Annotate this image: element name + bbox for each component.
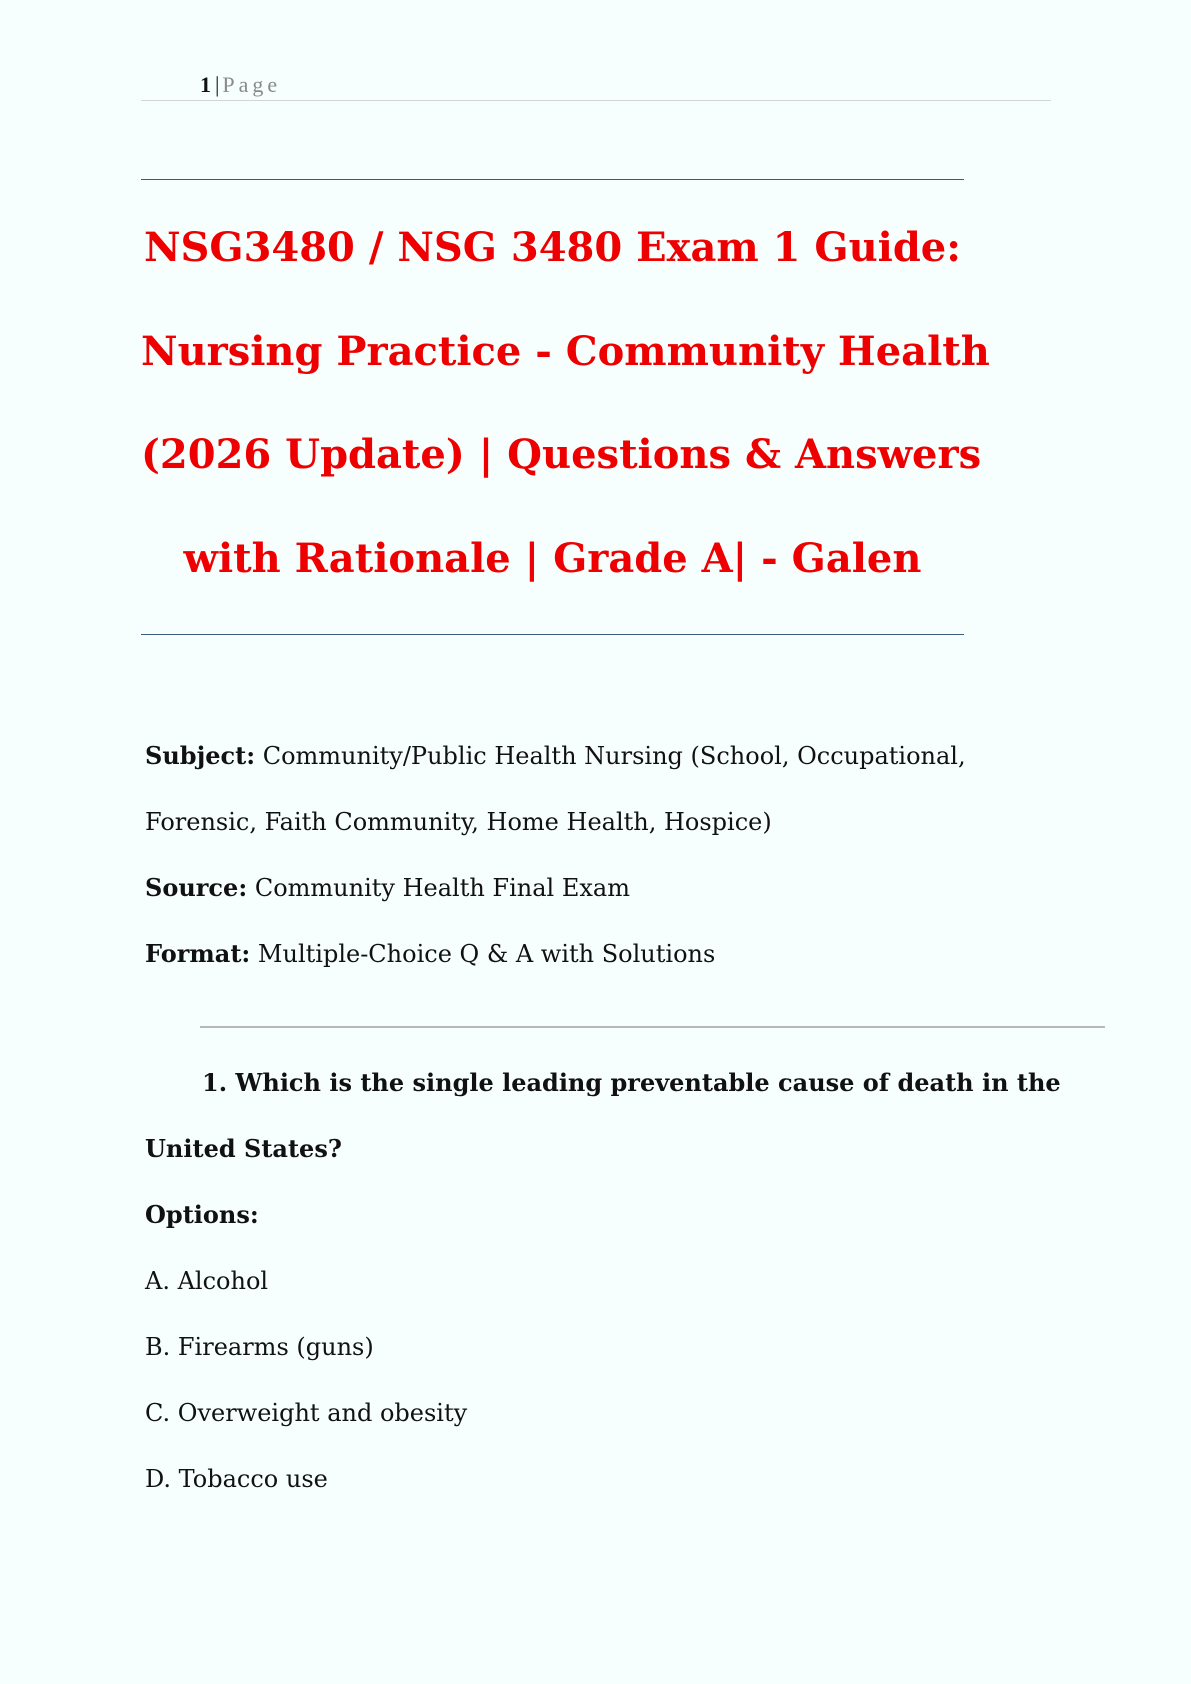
header-divider: [141, 100, 1051, 101]
option-c: C. Overweight and obesity: [145, 1399, 468, 1427]
format-row: [145, 921, 1045, 987]
document-metadata: [145, 723, 1045, 987]
format-label: Format:: [145, 939, 251, 968]
subject-label: Subject:: [145, 741, 256, 770]
options-label: Options:: [145, 1200, 259, 1229]
title-line: Nursing Practice - Community Health: [141, 327, 990, 375]
source-row: [145, 855, 1045, 921]
page-number: 1: [200, 72, 211, 97]
source-label: Source:: [145, 873, 248, 902]
question-divider: [200, 1026, 1105, 1028]
page-word: Page: [222, 72, 282, 97]
title-top-rule: [141, 179, 964, 180]
source-value: Community Health Final Exam: [254, 874, 630, 902]
subject-value-line2: Forensic, Faith Community, Home Health, Hospice): [145, 808, 772, 836]
subject-value-line1: Community/Public Health Nursing (School, Occupational,: [262, 742, 966, 770]
question-text-line2: United States?: [145, 1134, 342, 1163]
subject-row: [145, 723, 1045, 789]
document-title: [141, 196, 990, 610]
question-block: [145, 1050, 1061, 1512]
option-d: D. Tobacco use: [145, 1465, 328, 1493]
format-value: Multiple-Choice Q & A with Solutions: [257, 940, 716, 968]
title-line: NSG3480 / NSG 3480 Exam 1 Guide:: [143, 224, 962, 271]
title-line: (2026 Update) | Questions & Answers: [141, 431, 982, 478]
title-bottom-rule: [141, 634, 964, 635]
option-b: B. Firearms (guns): [145, 1333, 374, 1361]
question-text-line1: 1. Which is the single leading preventable cause of death in the: [202, 1068, 1061, 1097]
option-a: A. Alcohol: [145, 1267, 269, 1295]
page-header: [200, 72, 281, 98]
page-separator: |: [215, 72, 220, 97]
title-line: with Rationale | Grade A| - Galen: [183, 534, 922, 582]
